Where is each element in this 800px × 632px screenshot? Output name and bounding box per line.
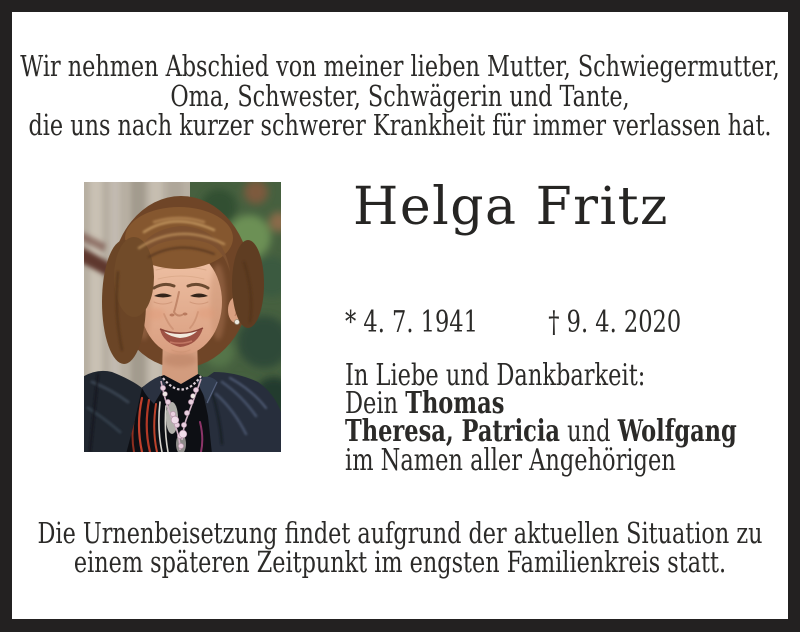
farewell-conjunction: und	[560, 414, 618, 450]
intro-line: Wir nehmen Abschied von meiner lieben Mutter, Schwiegermutter,	[20, 49, 780, 83]
intro-line: die uns nach kurzer schwerer Krankheit für immer verlassen hat.	[28, 108, 772, 142]
footer-line: Die Urnenbeisetzung findet aufgrund der aktuellen Situation zu	[37, 516, 763, 550]
farewell-line: In Liebe und Dankbarkeit:	[345, 358, 646, 393]
mourner-name: Wolfgang	[617, 414, 737, 450]
birth-date: * 4. 7. 1941	[345, 305, 478, 340]
life-dates	[345, 305, 682, 340]
portrait-photo	[84, 182, 281, 452]
deceased-name: Helga Fritz	[353, 177, 669, 237]
footer-line: einem späteren Zeitpunkt im engsten Familienkreis statt.	[73, 544, 727, 579]
intro-line: Oma, Schwester, Schwägerin und Tante,	[170, 78, 630, 113]
farewell-line: im Namen aller Angehörigen	[345, 442, 676, 478]
farewell-prefix: Dein	[345, 386, 406, 422]
footer-text	[12, 516, 788, 583]
intro-text	[12, 49, 788, 152]
mourner-names: Theresa, Patricia	[345, 414, 561, 450]
death-date: † 9. 4. 2020	[548, 305, 682, 340]
portrait-illustration	[84, 182, 281, 452]
farewell-text	[345, 358, 737, 478]
mourner-name: Thomas	[405, 386, 505, 422]
